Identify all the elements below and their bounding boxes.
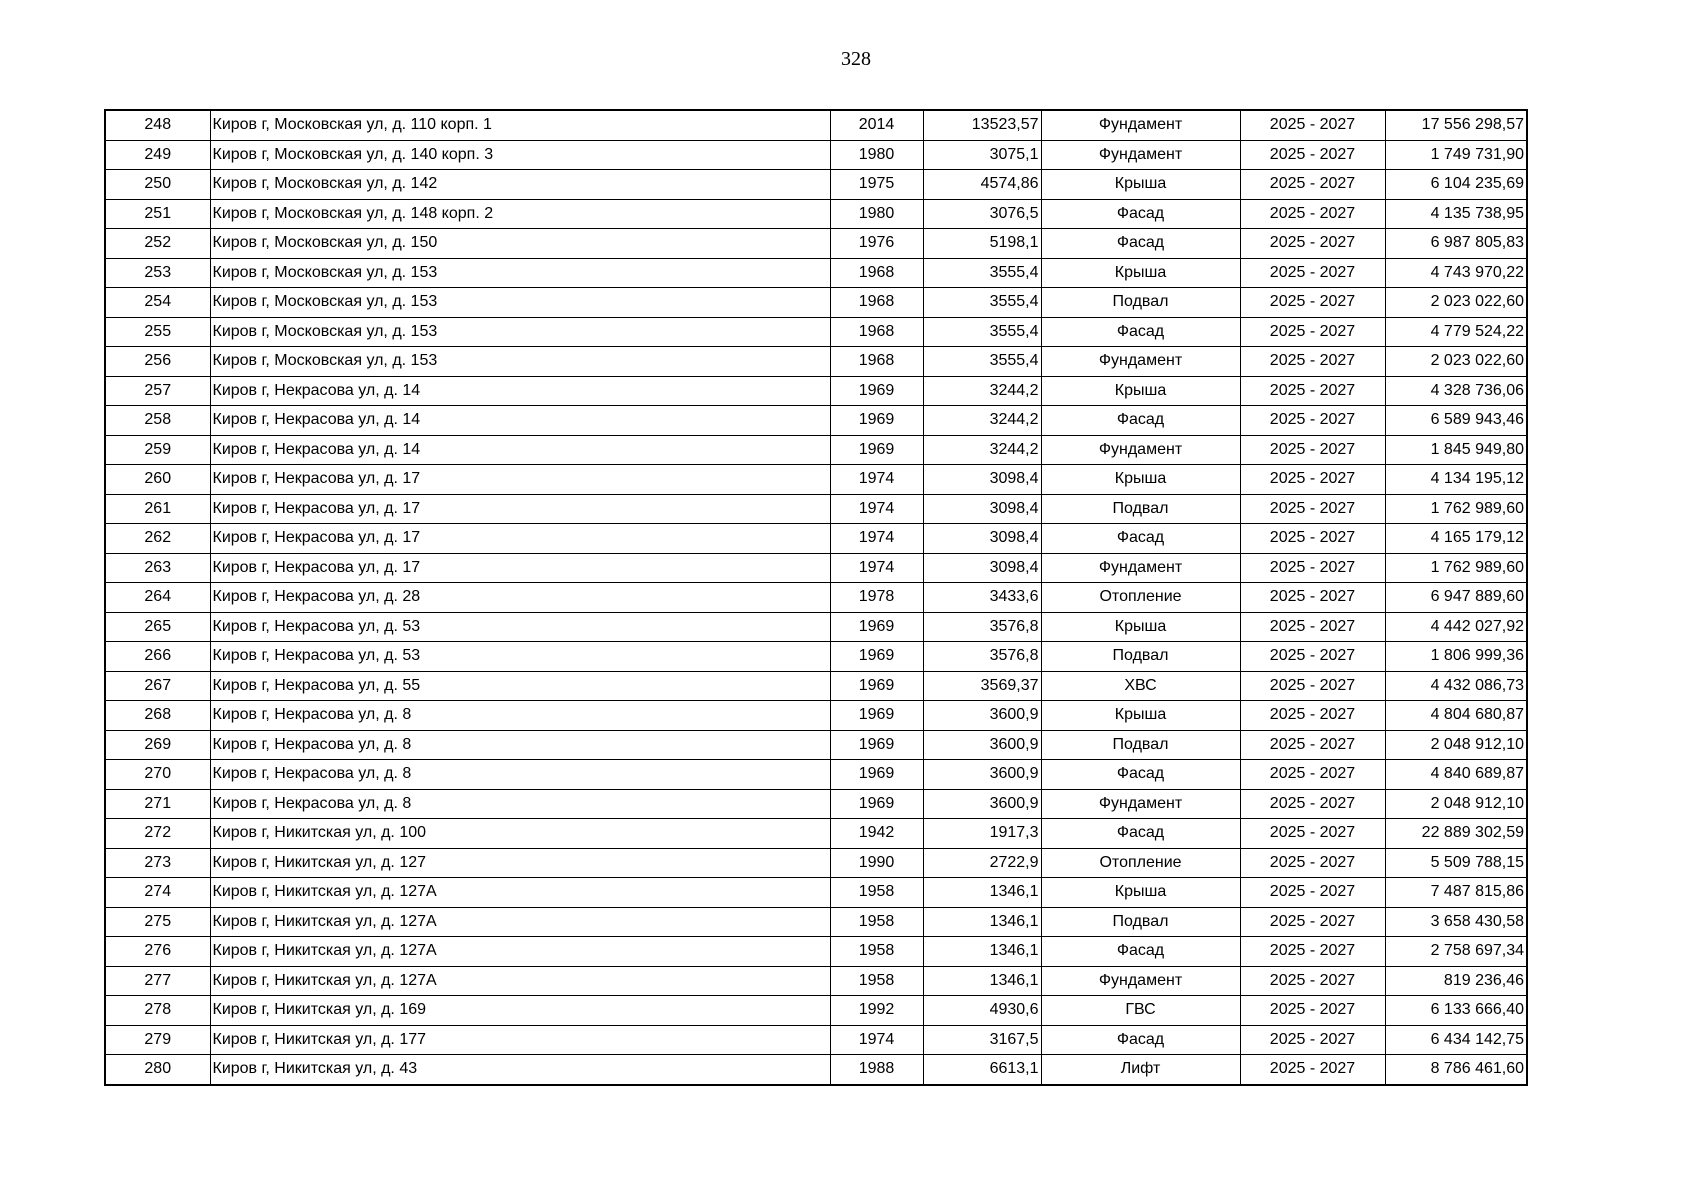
- work-type-cell: ГВС: [1041, 996, 1240, 1026]
- row-number-cell: 268: [105, 701, 210, 731]
- table-row: [105, 819, 1527, 849]
- cost-cell: 4 432 086,73: [1385, 671, 1527, 701]
- work-type-cell: Фасад: [1041, 317, 1240, 347]
- cost-cell: 1 845 949,80: [1385, 435, 1527, 465]
- table-row: [105, 701, 1527, 731]
- address-cell: Киров г, Некрасова ул, д. 53: [210, 612, 830, 642]
- address-cell: Киров г, Некрасова ул, д. 17: [210, 465, 830, 495]
- area-cell: 3555,4: [923, 317, 1041, 347]
- build-year-cell: 1975: [830, 170, 923, 200]
- period-cell: 2025 - 2027: [1240, 789, 1385, 819]
- row-number-cell: 257: [105, 376, 210, 406]
- cost-cell: 6 589 943,46: [1385, 406, 1527, 436]
- address-cell: Киров г, Никитская ул, д. 100: [210, 819, 830, 849]
- table-row: [105, 642, 1527, 672]
- period-cell: 2025 - 2027: [1240, 819, 1385, 849]
- work-type-cell: Фундамент: [1041, 140, 1240, 170]
- area-cell: 3098,4: [923, 553, 1041, 583]
- cost-cell: 6 987 805,83: [1385, 229, 1527, 259]
- work-type-cell: Фундамент: [1041, 966, 1240, 996]
- table-row: [105, 229, 1527, 259]
- build-year-cell: 1969: [830, 642, 923, 672]
- period-cell: 2025 - 2027: [1240, 170, 1385, 200]
- area-cell: 3167,5: [923, 1025, 1041, 1055]
- period-cell: 2025 - 2027: [1240, 701, 1385, 731]
- period-cell: 2025 - 2027: [1240, 435, 1385, 465]
- address-cell: Киров г, Московская ул, д. 110 корп. 1: [210, 110, 830, 140]
- row-number-cell: 259: [105, 435, 210, 465]
- build-year-cell: 1969: [830, 789, 923, 819]
- address-cell: Киров г, Некрасова ул, д. 14: [210, 376, 830, 406]
- work-type-cell: Крыша: [1041, 376, 1240, 406]
- build-year-cell: 1978: [830, 583, 923, 613]
- address-cell: Киров г, Московская ул, д. 150: [210, 229, 830, 259]
- area-cell: 3075,1: [923, 140, 1041, 170]
- row-number-cell: 271: [105, 789, 210, 819]
- build-year-cell: 1969: [830, 435, 923, 465]
- table-row: [105, 907, 1527, 937]
- period-cell: 2025 - 2027: [1240, 406, 1385, 436]
- address-cell: Киров г, Некрасова ул, д. 17: [210, 524, 830, 554]
- build-year-cell: 1992: [830, 996, 923, 1026]
- build-year-cell: 2014: [830, 110, 923, 140]
- row-number-cell: 275: [105, 907, 210, 937]
- cost-cell: 4 165 179,12: [1385, 524, 1527, 554]
- address-cell: Киров г, Никитская ул, д. 127А: [210, 878, 830, 908]
- page-number: 328: [841, 48, 871, 70]
- period-cell: 2025 - 2027: [1240, 966, 1385, 996]
- period-cell: 2025 - 2027: [1240, 110, 1385, 140]
- row-number-cell: 264: [105, 583, 210, 613]
- area-cell: 3600,9: [923, 760, 1041, 790]
- table-row: [105, 937, 1527, 967]
- cost-cell: 2 048 912,10: [1385, 730, 1527, 760]
- cost-cell: 2 758 697,34: [1385, 937, 1527, 967]
- work-type-cell: Лифт: [1041, 1055, 1240, 1085]
- area-cell: 13523,57: [923, 110, 1041, 140]
- table-row: [105, 730, 1527, 760]
- work-type-cell: Фасад: [1041, 406, 1240, 436]
- table-row: [105, 848, 1527, 878]
- period-cell: 2025 - 2027: [1240, 288, 1385, 318]
- area-cell: 2722,9: [923, 848, 1041, 878]
- row-number-cell: 276: [105, 937, 210, 967]
- row-number-cell: 253: [105, 258, 210, 288]
- row-number-cell: 251: [105, 199, 210, 229]
- row-number-cell: 273: [105, 848, 210, 878]
- area-cell: 3555,4: [923, 288, 1041, 318]
- address-cell: Киров г, Никитская ул, д. 127: [210, 848, 830, 878]
- area-cell: 1346,1: [923, 907, 1041, 937]
- area-cell: 1346,1: [923, 966, 1041, 996]
- table-row: [105, 465, 1527, 495]
- area-cell: 3600,9: [923, 789, 1041, 819]
- work-type-cell: Фасад: [1041, 229, 1240, 259]
- work-type-cell: Крыша: [1041, 612, 1240, 642]
- area-cell: 3244,2: [923, 376, 1041, 406]
- address-cell: Киров г, Московская ул, д. 153: [210, 258, 830, 288]
- table-row: [105, 347, 1527, 377]
- work-type-cell: Крыша: [1041, 878, 1240, 908]
- row-number-cell: 280: [105, 1055, 210, 1085]
- build-year-cell: 1968: [830, 347, 923, 377]
- area-cell: 3244,2: [923, 435, 1041, 465]
- table-row: [105, 996, 1527, 1026]
- row-number-cell: 263: [105, 553, 210, 583]
- build-year-cell: 1969: [830, 612, 923, 642]
- address-cell: Киров г, Московская ул, д. 142: [210, 170, 830, 200]
- build-year-cell: 1974: [830, 1025, 923, 1055]
- address-cell: Киров г, Некрасова ул, д. 53: [210, 642, 830, 672]
- cost-cell: 2 023 022,60: [1385, 347, 1527, 377]
- address-cell: Киров г, Некрасова ул, д. 14: [210, 435, 830, 465]
- row-number-cell: 277: [105, 966, 210, 996]
- build-year-cell: 1974: [830, 553, 923, 583]
- work-type-cell: Подвал: [1041, 642, 1240, 672]
- area-cell: 3244,2: [923, 406, 1041, 436]
- address-cell: Киров г, Некрасова ул, д. 8: [210, 789, 830, 819]
- area-cell: 3555,4: [923, 258, 1041, 288]
- work-type-cell: Крыша: [1041, 701, 1240, 731]
- build-year-cell: 1968: [830, 317, 923, 347]
- build-year-cell: 1969: [830, 760, 923, 790]
- work-type-cell: ХВС: [1041, 671, 1240, 701]
- period-cell: 2025 - 2027: [1240, 996, 1385, 1026]
- build-year-cell: 1974: [830, 524, 923, 554]
- address-cell: Киров г, Московская ул, д. 148 корп. 2: [210, 199, 830, 229]
- area-cell: 1917,3: [923, 819, 1041, 849]
- row-number-cell: 278: [105, 996, 210, 1026]
- work-type-cell: Подвал: [1041, 730, 1240, 760]
- cost-cell: 3 658 430,58: [1385, 907, 1527, 937]
- cost-cell: 4 743 970,22: [1385, 258, 1527, 288]
- period-cell: 2025 - 2027: [1240, 199, 1385, 229]
- work-type-cell: Отопление: [1041, 583, 1240, 613]
- period-cell: 2025 - 2027: [1240, 730, 1385, 760]
- area-cell: 3433,6: [923, 583, 1041, 613]
- cost-cell: 6 434 142,75: [1385, 1025, 1527, 1055]
- area-cell: 3576,8: [923, 612, 1041, 642]
- address-cell: Киров г, Никитская ул, д. 43: [210, 1055, 830, 1085]
- address-cell: Киров г, Никитская ул, д. 177: [210, 1025, 830, 1055]
- cost-cell: 7 487 815,86: [1385, 878, 1527, 908]
- address-cell: Киров г, Некрасова ул, д. 28: [210, 583, 830, 613]
- work-type-cell: Фундамент: [1041, 435, 1240, 465]
- period-cell: 2025 - 2027: [1240, 317, 1385, 347]
- area-cell: 3569,37: [923, 671, 1041, 701]
- build-year-cell: 1958: [830, 907, 923, 937]
- table-row: [105, 583, 1527, 613]
- build-year-cell: 1988: [830, 1055, 923, 1085]
- address-cell: Киров г, Московская ул, д. 153: [210, 288, 830, 318]
- cost-cell: 1 762 989,60: [1385, 494, 1527, 524]
- address-cell: Киров г, Никитская ул, д. 127А: [210, 907, 830, 937]
- area-cell: 1346,1: [923, 937, 1041, 967]
- address-cell: Киров г, Московская ул, д. 140 корп. 3: [210, 140, 830, 170]
- area-cell: 3076,5: [923, 199, 1041, 229]
- address-cell: Киров г, Некрасова ул, д. 8: [210, 730, 830, 760]
- area-cell: 3555,4: [923, 347, 1041, 377]
- cost-cell: 17 556 298,57: [1385, 110, 1527, 140]
- period-cell: 2025 - 2027: [1240, 907, 1385, 937]
- period-cell: 2025 - 2027: [1240, 848, 1385, 878]
- work-type-cell: Фасад: [1041, 819, 1240, 849]
- period-cell: 2025 - 2027: [1240, 524, 1385, 554]
- build-year-cell: 1974: [830, 465, 923, 495]
- area-cell: 4574,86: [923, 170, 1041, 200]
- table-row: [105, 317, 1527, 347]
- table-body: [105, 110, 1527, 1085]
- cost-cell: 6 133 666,40: [1385, 996, 1527, 1026]
- cost-cell: 1 762 989,60: [1385, 553, 1527, 583]
- build-year-cell: 1974: [830, 494, 923, 524]
- table-row: [105, 1055, 1527, 1085]
- cost-cell: 2 048 912,10: [1385, 789, 1527, 819]
- row-number-cell: 265: [105, 612, 210, 642]
- period-cell: 2025 - 2027: [1240, 553, 1385, 583]
- cost-cell: 4 135 738,95: [1385, 199, 1527, 229]
- build-year-cell: 1990: [830, 848, 923, 878]
- work-type-cell: Фасад: [1041, 1025, 1240, 1055]
- address-cell: Киров г, Московская ул, д. 153: [210, 347, 830, 377]
- table-row: [105, 671, 1527, 701]
- period-cell: 2025 - 2027: [1240, 347, 1385, 377]
- period-cell: 2025 - 2027: [1240, 376, 1385, 406]
- work-type-cell: Фасад: [1041, 937, 1240, 967]
- cost-cell: 4 134 195,12: [1385, 465, 1527, 495]
- row-number-cell: 267: [105, 671, 210, 701]
- table-row: [105, 406, 1527, 436]
- build-year-cell: 1958: [830, 966, 923, 996]
- cost-cell: 1 806 999,36: [1385, 642, 1527, 672]
- row-number-cell: 249: [105, 140, 210, 170]
- table-row: [105, 376, 1527, 406]
- area-cell: 3098,4: [923, 524, 1041, 554]
- row-number-cell: 266: [105, 642, 210, 672]
- period-cell: 2025 - 2027: [1240, 642, 1385, 672]
- cost-cell: 5 509 788,15: [1385, 848, 1527, 878]
- area-cell: 4930,6: [923, 996, 1041, 1026]
- table-row: [105, 524, 1527, 554]
- address-cell: Киров г, Некрасова ул, д. 17: [210, 494, 830, 524]
- cost-cell: 6 947 889,60: [1385, 583, 1527, 613]
- work-type-cell: Фундамент: [1041, 110, 1240, 140]
- period-cell: 2025 - 2027: [1240, 258, 1385, 288]
- work-type-cell: Фундамент: [1041, 347, 1240, 377]
- work-type-cell: Фасад: [1041, 199, 1240, 229]
- table-row: [105, 878, 1527, 908]
- period-cell: 2025 - 2027: [1240, 760, 1385, 790]
- address-cell: Киров г, Московская ул, д. 153: [210, 317, 830, 347]
- area-cell: 3576,8: [923, 642, 1041, 672]
- area-cell: 3600,9: [923, 701, 1041, 731]
- row-number-cell: 260: [105, 465, 210, 495]
- table-row: [105, 494, 1527, 524]
- row-number-cell: 256: [105, 347, 210, 377]
- table-row: [105, 553, 1527, 583]
- build-year-cell: 1969: [830, 701, 923, 731]
- address-cell: Киров г, Никитская ул, д. 127А: [210, 937, 830, 967]
- address-cell: Киров г, Некрасова ул, д. 8: [210, 701, 830, 731]
- address-cell: Киров г, Некрасова ул, д. 14: [210, 406, 830, 436]
- build-year-cell: 1969: [830, 730, 923, 760]
- cost-cell: 4 804 680,87: [1385, 701, 1527, 731]
- cost-cell: 4 328 736,06: [1385, 376, 1527, 406]
- period-cell: 2025 - 2027: [1240, 1025, 1385, 1055]
- cost-cell: 1 749 731,90: [1385, 140, 1527, 170]
- build-year-cell: 1968: [830, 258, 923, 288]
- row-number-cell: 254: [105, 288, 210, 318]
- period-cell: 2025 - 2027: [1240, 612, 1385, 642]
- row-number-cell: 274: [105, 878, 210, 908]
- work-type-cell: Подвал: [1041, 494, 1240, 524]
- work-type-cell: Подвал: [1041, 288, 1240, 318]
- work-type-cell: Крыша: [1041, 170, 1240, 200]
- cost-cell: 6 104 235,69: [1385, 170, 1527, 200]
- period-cell: 2025 - 2027: [1240, 229, 1385, 259]
- period-cell: 2025 - 2027: [1240, 494, 1385, 524]
- table-row: [105, 435, 1527, 465]
- table-row: [105, 110, 1527, 140]
- cost-cell: 22 889 302,59: [1385, 819, 1527, 849]
- cost-cell: 8 786 461,60: [1385, 1055, 1527, 1085]
- work-type-cell: Фасад: [1041, 760, 1240, 790]
- period-cell: 2025 - 2027: [1240, 878, 1385, 908]
- row-number-cell: 252: [105, 229, 210, 259]
- row-number-cell: 269: [105, 730, 210, 760]
- build-year-cell: 1942: [830, 819, 923, 849]
- cost-cell: 2 023 022,60: [1385, 288, 1527, 318]
- work-type-cell: Отопление: [1041, 848, 1240, 878]
- cost-cell: 819 236,46: [1385, 966, 1527, 996]
- area-cell: 3600,9: [923, 730, 1041, 760]
- build-year-cell: 1958: [830, 878, 923, 908]
- work-type-cell: Фундамент: [1041, 553, 1240, 583]
- period-cell: 2025 - 2027: [1240, 671, 1385, 701]
- period-cell: 2025 - 2027: [1240, 1055, 1385, 1085]
- table-row: [105, 789, 1527, 819]
- table-row: [105, 760, 1527, 790]
- row-number-cell: 248: [105, 110, 210, 140]
- area-cell: 6613,1: [923, 1055, 1041, 1085]
- row-number-cell: 250: [105, 170, 210, 200]
- work-type-cell: Подвал: [1041, 907, 1240, 937]
- address-cell: Киров г, Никитская ул, д. 127А: [210, 966, 830, 996]
- address-cell: Киров г, Никитская ул, д. 169: [210, 996, 830, 1026]
- area-cell: 5198,1: [923, 229, 1041, 259]
- table-row: [105, 612, 1527, 642]
- table-row: [105, 1025, 1527, 1055]
- row-number-cell: 258: [105, 406, 210, 436]
- table-row: [105, 140, 1527, 170]
- area-cell: 3098,4: [923, 494, 1041, 524]
- cost-cell: 4 840 689,87: [1385, 760, 1527, 790]
- table-row: [105, 170, 1527, 200]
- build-year-cell: 1968: [830, 288, 923, 318]
- work-type-cell: Фундамент: [1041, 789, 1240, 819]
- period-cell: 2025 - 2027: [1240, 465, 1385, 495]
- build-year-cell: 1980: [830, 199, 923, 229]
- row-number-cell: 261: [105, 494, 210, 524]
- row-number-cell: 272: [105, 819, 210, 849]
- build-year-cell: 1969: [830, 671, 923, 701]
- area-cell: 1346,1: [923, 878, 1041, 908]
- period-cell: 2025 - 2027: [1240, 583, 1385, 613]
- area-cell: 3098,4: [923, 465, 1041, 495]
- table-row: [105, 966, 1527, 996]
- row-number-cell: 255: [105, 317, 210, 347]
- period-cell: 2025 - 2027: [1240, 140, 1385, 170]
- work-type-cell: Крыша: [1041, 258, 1240, 288]
- cost-cell: 4 442 027,92: [1385, 612, 1527, 642]
- build-year-cell: 1969: [830, 406, 923, 436]
- build-year-cell: 1969: [830, 376, 923, 406]
- build-year-cell: 1976: [830, 229, 923, 259]
- build-year-cell: 1980: [830, 140, 923, 170]
- address-cell: Киров г, Некрасова ул, д. 55: [210, 671, 830, 701]
- table-row: [105, 288, 1527, 318]
- address-cell: Киров г, Некрасова ул, д. 8: [210, 760, 830, 790]
- row-number-cell: 279: [105, 1025, 210, 1055]
- address-cell: Киров г, Некрасова ул, д. 17: [210, 553, 830, 583]
- period-cell: 2025 - 2027: [1240, 937, 1385, 967]
- cost-cell: 4 779 524,22: [1385, 317, 1527, 347]
- build-year-cell: 1958: [830, 937, 923, 967]
- work-type-cell: Крыша: [1041, 465, 1240, 495]
- row-number-cell: 270: [105, 760, 210, 790]
- table-row: [105, 199, 1527, 229]
- work-type-cell: Фасад: [1041, 524, 1240, 554]
- row-number-cell: 262: [105, 524, 210, 554]
- table-row: [105, 258, 1527, 288]
- repair-schedule-table: [104, 109, 1528, 1086]
